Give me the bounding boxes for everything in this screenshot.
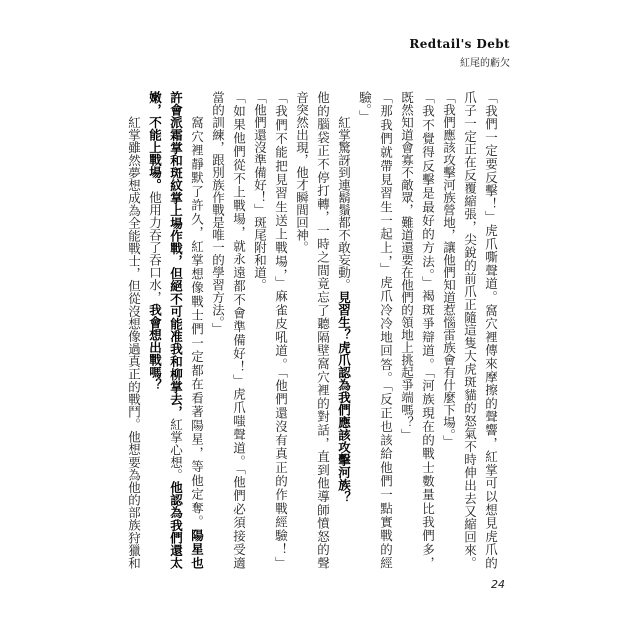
text-segment: 他用力吞了吞口水， <box>147 191 163 304</box>
text-column <box>208 91 229 569</box>
text-segment: 「他們還沒準備好！」斑尾附和道。 <box>252 91 268 291</box>
text-segment: 紅掌驚訝到連鬍鬚都不敢妄動。 <box>336 116 352 291</box>
text-column <box>418 91 439 569</box>
text-column <box>355 91 376 569</box>
text-column <box>439 91 460 569</box>
text-segment: 當的訓練，跟別族作戰是唯一的學習方法。」 <box>210 91 226 335</box>
running-title-chinese: 紅尾的虧欠 <box>460 58 510 69</box>
emphasis-text: 他認為我們還太 <box>168 481 184 569</box>
emphasis-text: 嫩，不能上戰場。 <box>147 91 163 191</box>
text-segment: 「我不覺得反擊是最好的方法。」褐斑爭辯道。「河族現在的戰士數量比我們多， <box>420 91 436 569</box>
emphasis-text: 見習生？虎爪認為我們應該攻擊河族？ <box>336 291 352 504</box>
text-segment: 紅掌雖然夢想成為全能戰士，但從沒想像過真正的戰鬥。他想要為他的部族狩獵和 <box>126 116 142 569</box>
text-column <box>145 91 166 569</box>
text-segment: 「那我們就帶見習生一起上，」虎爪冷冷地回答。「反正也該給他們一點實戰的經 <box>378 91 394 569</box>
emphasis-text: 許會派霜掌和斑紋掌上場作戰，但絕不可能准我和柳掌去， <box>168 91 184 419</box>
text-column <box>292 91 313 569</box>
text-segment: 爪子一定正在反覆縮張，尖銳的前爪正隨這隻大虎斑貓的怒氣不時伸出去又縮回來。 <box>462 91 478 569</box>
text-segment: 窩穴裡靜默了許久，紅掌想像戰士們一定都在看著陽星，等他定奪。 <box>189 116 205 529</box>
text-segment: 「我們一定要反擊！」虎爪嘶聲道。窩穴裡傳來摩擦的聲響，紅掌可以想見虎爪的 <box>483 91 499 569</box>
text-column <box>229 91 250 569</box>
text-segment: 紅掌心想。 <box>168 418 184 482</box>
page-number: 24 <box>491 578 505 591</box>
text-column <box>397 91 418 569</box>
text-column <box>313 91 334 569</box>
emphasis-text: 陽星也 <box>189 528 205 569</box>
text-segment: 音突然出現，他才瞬間回神。 <box>294 91 310 254</box>
running-title-english: Redtail's Debt <box>409 37 510 51</box>
text-column <box>334 91 355 569</box>
text-column <box>187 91 208 569</box>
text-segment: 既然知道會寡不敵眾，難道還要在他們的領地上挑起爭端嗎？」 <box>399 91 415 441</box>
text-segment: 他的腦袋正不停打轉，一時之間竟忘了聽隔壁窩穴裡的對話，直到他導師憤怒的聲 <box>315 91 331 569</box>
text-column <box>481 91 502 569</box>
text-column <box>271 91 292 569</box>
emphasis-text: 我會想出戰嗎？ <box>147 303 163 391</box>
text-segment: 「如果他們從不上戰場，就永遠都不會準備好！」虎爪嗤聲道。「他們必須接受適 <box>231 91 247 569</box>
text-segment: 驗。」 <box>357 91 373 123</box>
text-column <box>124 91 145 569</box>
text-segment: 「我們不能把見習生送上戰場，」麻雀皮吼道。「他們還沒有真正的作戰經驗！」 <box>273 91 289 569</box>
text-column <box>250 91 271 569</box>
text-segment: 「我們應該攻擊河族營地，讓他們知道惹惱雷族會有什麼下場。」 <box>441 91 457 448</box>
text-column <box>460 91 481 569</box>
text-column <box>166 91 187 569</box>
text-column <box>376 91 397 569</box>
